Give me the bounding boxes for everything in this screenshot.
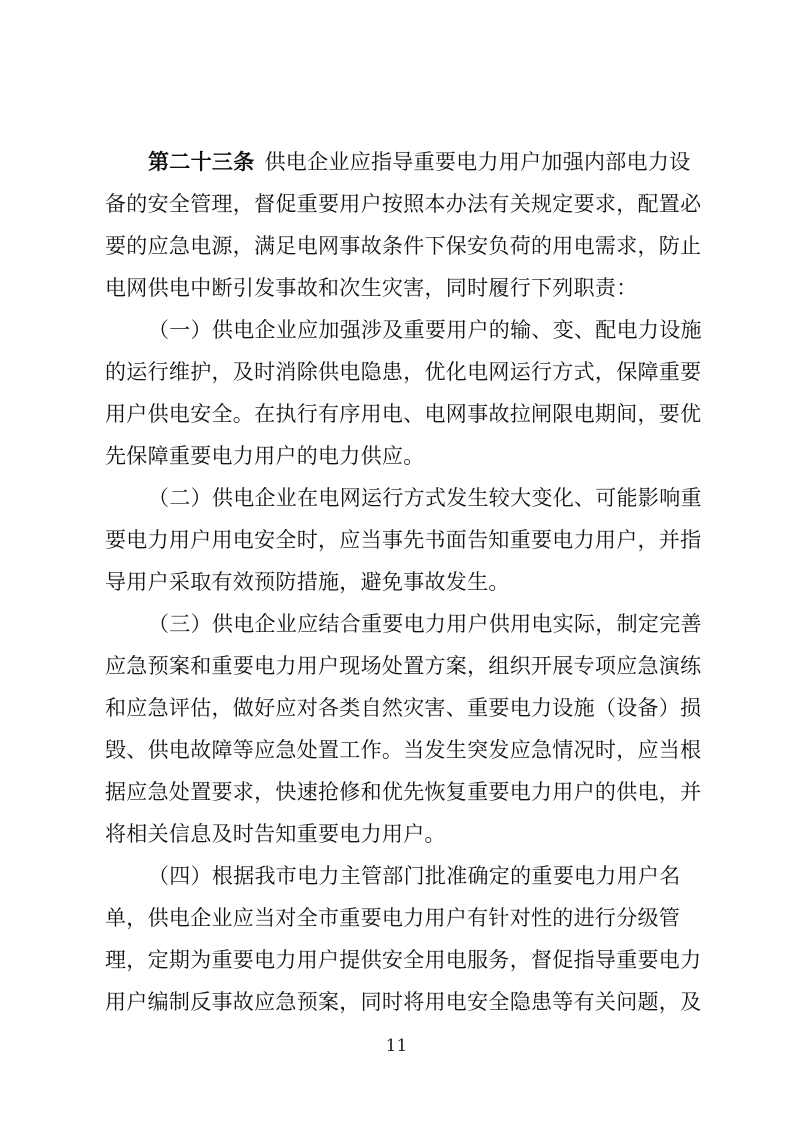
article-text-line: 供电企业应指导重要电力用户加强内部电力设 <box>264 150 691 174</box>
article-text-line: 要的应急电源，满足电网事故条件下保安负荷的用电需求，防止 <box>105 234 702 258</box>
item-3-line: 据应急处置要求，快速抢修和优先恢复重要电力用户的供电，并 <box>105 780 702 804</box>
item-4-line: 理，定期为重要电力用户提供安全用电服务，督促指导重要电力 <box>105 948 702 972</box>
item-3-line: 应急预案和重要电力用户现场处置方案，组织开展专项应急演练 <box>105 654 702 678</box>
item-2-line: （二）供电企业在电网运行方式发生较大变化、可能影响重 <box>148 486 702 510</box>
item-1-line: 先保障重要电力用户的电力供应。 <box>105 444 425 468</box>
item-1-line: 的运行维护，及时消除供电隐患，优化电网运行方式，保障重要 <box>105 360 702 384</box>
item-4-line: （四）根据我市电力主管部门批准确定的重要电力用户名 <box>148 864 681 888</box>
article-text-line: 备的安全管理，督促重要用户按照本办法有关规定要求，配置必 <box>105 192 702 216</box>
item-4-line: 用户编制反事故应急预案，同时将用电安全隐患等有关问题，及 <box>105 990 702 1014</box>
page-number: 11 <box>385 1036 408 1056</box>
item-1-line: 用户供电安全。在执行有序用电、电网事故拉闸限电期间，要优 <box>105 402 702 426</box>
item-3-line: 毁、供电故障等应急处置工作。当发生突发应急情况时，应当根 <box>105 738 702 762</box>
item-3-line: 将相关信息及时告知重要电力用户。 <box>105 822 446 846</box>
item-2-line: 要电力用户用电安全时，应当事先书面告知重要电力用户，并指 <box>105 528 702 552</box>
item-2-line: 导用户采取有效预防措施，避免事故发生。 <box>105 570 510 594</box>
item-3-line: （三）供电企业应结合重要电力用户供用电实际，制定完善 <box>148 612 702 636</box>
item-1-line: （一）供电企业应加强涉及重要用户的输、变、配电力设施 <box>148 318 702 342</box>
item-3-line: 和应急评估，做好应对各类自然灾害、重要电力设施（设备）损 <box>105 696 702 720</box>
article-text-line: 电网供电中断引发事故和次生灾害，同时履行下列职责： <box>105 276 638 300</box>
article-label: 第二十三条 <box>148 150 255 174</box>
article-first-line <box>148 142 697 182</box>
item-4-line: 单，供电企业应当对全市重要电力用户有针对性的进行分级管 <box>105 906 681 930</box>
